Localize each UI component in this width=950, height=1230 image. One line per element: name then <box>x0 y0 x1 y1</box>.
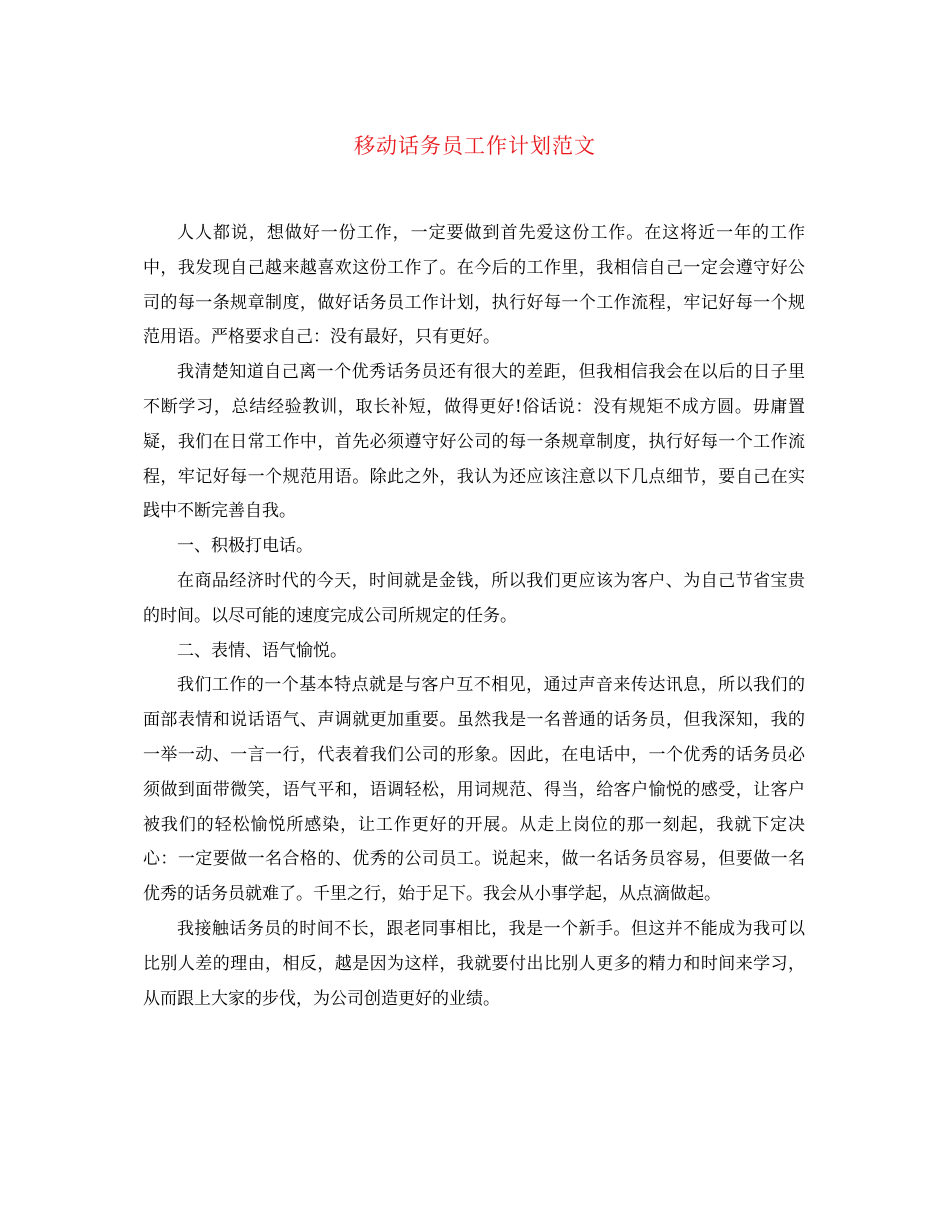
paragraph-5: 我接触话务员的时间不长，跟老同事相比，我是一个新手。但这并不能成为我可以比别人差的理由，相反，越是因为这样，我就要付出比别人更多的精力和时间来学习，从而跟上大家的步伐，为公司创造更好的业绩。 <box>143 918 805 1009</box>
section-heading-1: 一、积极打电话。 <box>177 536 313 557</box>
paragraph-3: 在商品经济时代的今天，时间就是金钱，所以我们更应该为客户、为自己节省宝贵的时间。以尽可能的速度完成公司所规定的任务。 <box>143 570 805 626</box>
paragraph-4: 我们工作的一个基本特点就是与客户互不相见，通过声音来传达讯息，所以我们的面部表情和说话语气、声调就更加重要。虽然我是一名普通的话务员，但我深知，我的一举一动、一言一行，代表着我们公司的形象。因此，在电话中，一个优秀的话务员必须做到面带微笑，语气平和，语调轻松，用词规范、得当，给客户愉悦的感受，让客户被我们的轻松愉悦所感染，让工作更好的开展。从走上岗位的那一刻起，我就下定决心：一定要做一名合格的、优秀的公司员工。说起来，做一名话务员容易，但要做一名优秀的话务员就难了。千里之行，始于足下。我会从小事学起，从点滴做起。 <box>143 675 805 905</box>
document-body <box>143 216 805 1016</box>
section-heading-2: 二、表情、语气愉悦。 <box>177 640 347 661</box>
paragraph-1: 人人都说，想做好一份工作，一定要做到首先爱这份工作。在这将近一年的工作中，我发现自己越来越喜欢这份工作了。在今后的工作里，我相信自己一定会遵守好公司的每一条规章制度，做好话务员工作计划，执行好每一个工作流程，牢记好每一个规范用语。严格要求自己：没有最好，只有更好。 <box>143 223 805 348</box>
paragraph-2: 我清楚知道自己离一个优秀话务员还有很大的差距，但我相信我会在以后的日子里不断学习，总结经验教训，取长补短，做得更好!俗话说：没有规矩不成方圆。毋庸置疑，我们在日常工作中，首先必须遵守好公司的每一条规章制度，执行好每一个工作流程，牢记好每一个规范用语。除此之外，我认为还应该注意以下几点细节，要自己在实践中不断完善自我。 <box>143 362 805 522</box>
document-title: 移动话务员工作计划范文 <box>354 134 596 158</box>
